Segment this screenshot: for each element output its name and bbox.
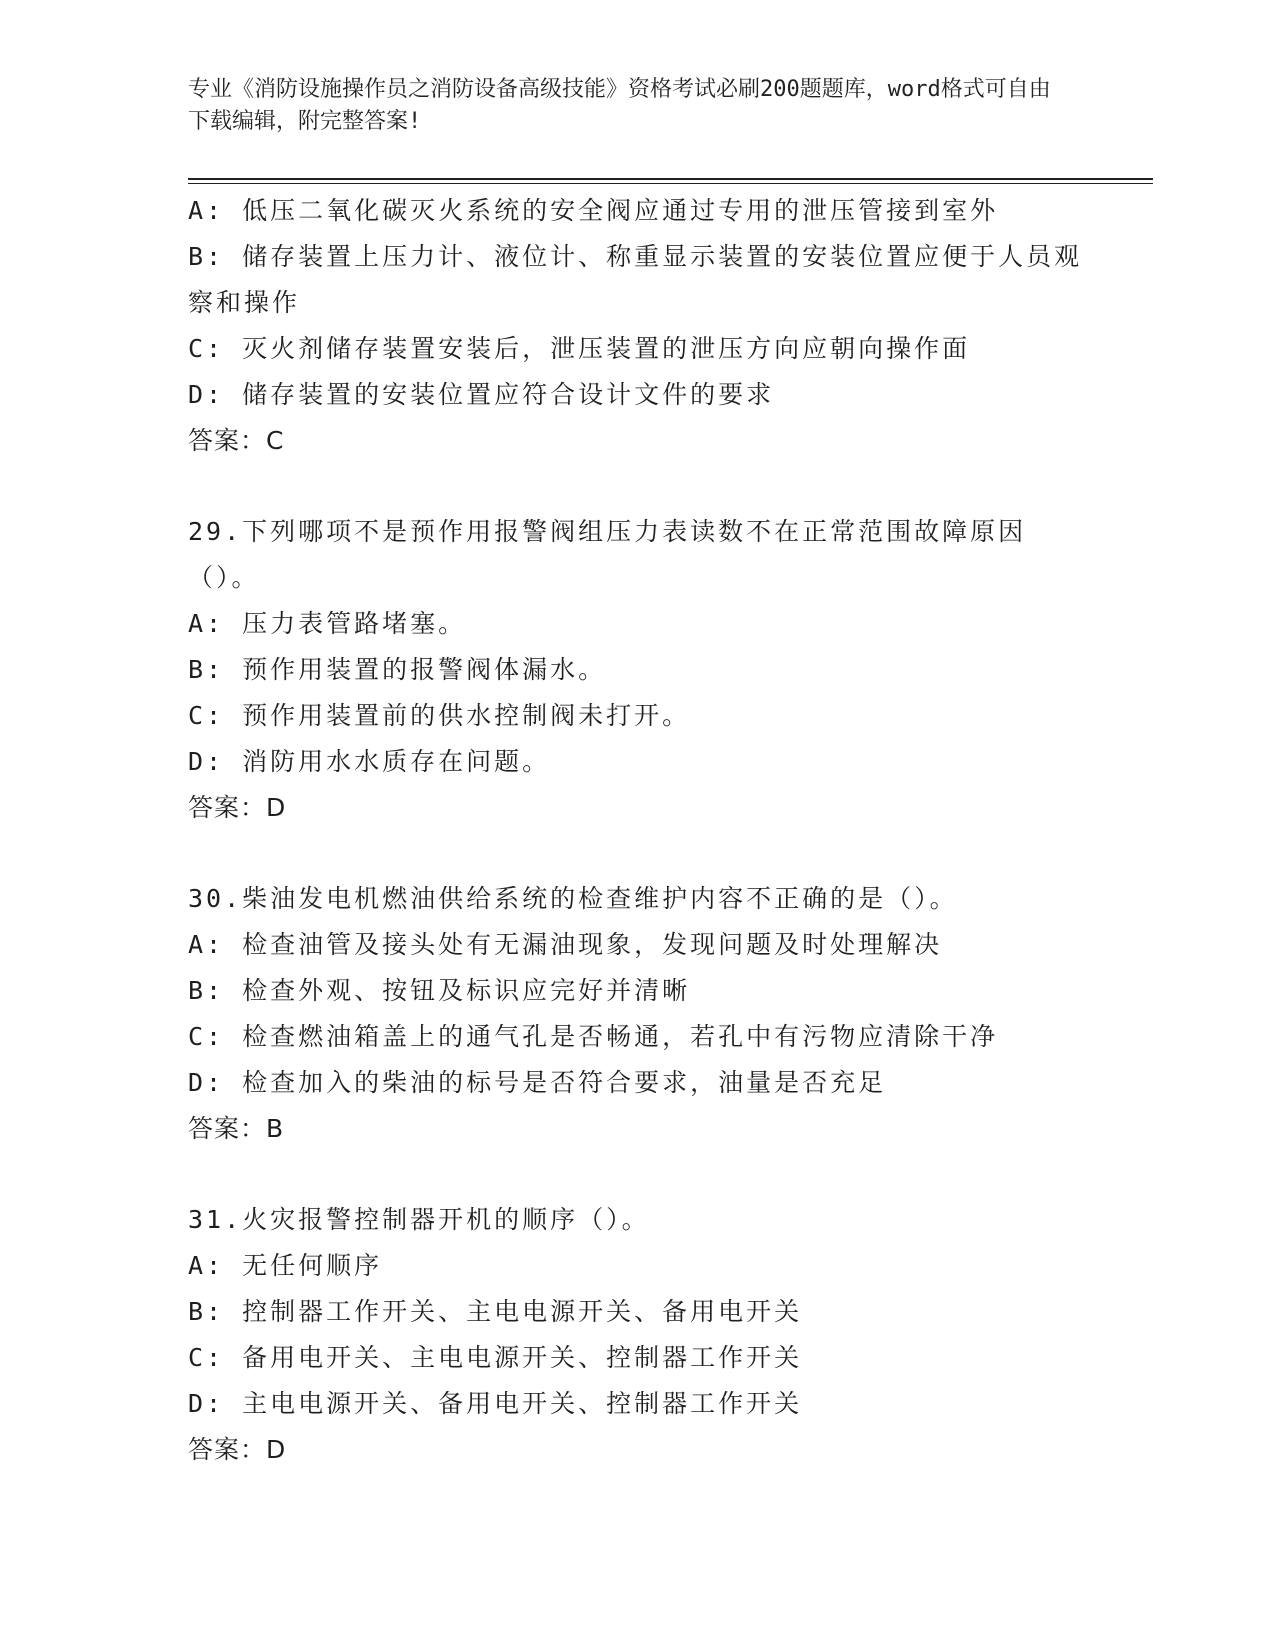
option-d: D: 主电电源开关、备用电开关、控制器工作开关 bbox=[188, 1389, 803, 1418]
option-c: C: 检查燃油箱盖上的通气孔是否畅通，若孔中有污物应清除干净 bbox=[188, 1022, 999, 1051]
header-rule-thin bbox=[188, 183, 1153, 184]
option-a: A: 低压二氧化碳灭火系统的安全阀应通过专用的泄压管接到室外 bbox=[188, 196, 999, 225]
option-b: B: 预作用装置的报警阀体漏水。 bbox=[188, 655, 607, 684]
option-c: C: 备用电开关、主电电源开关、控制器工作开关 bbox=[188, 1343, 803, 1372]
question-text: 30.柴油发电机燃油供给系统的检查维护内容不正确的是（）。 bbox=[188, 884, 958, 913]
question-30 bbox=[188, 876, 1088, 1152]
option-b: B: 储存装置上压力计、液位计、称重显示装置的安装位置应便于人员观察和操作 bbox=[188, 242, 1083, 317]
option-b: B: 控制器工作开关、主电电源开关、备用电开关 bbox=[188, 1297, 803, 1326]
spacer bbox=[188, 464, 1088, 509]
question-list bbox=[188, 188, 1088, 1473]
option-d: D: 检查加入的柴油的标号是否符合要求，油量是否充足 bbox=[188, 1068, 887, 1097]
answer: 答案：D bbox=[188, 793, 287, 822]
answer: 答案：D bbox=[188, 1435, 287, 1464]
option-d: D: 储存装置的安装位置应符合设计文件的要求 bbox=[188, 380, 775, 409]
spacer bbox=[188, 1152, 1088, 1197]
option-a: A: 无任何顺序 bbox=[188, 1251, 383, 1280]
question-31 bbox=[188, 1197, 1088, 1473]
question-text: 29.下列哪项不是预作用报警阀组压力表读数不在正常范围故障原因（）。 bbox=[188, 517, 1027, 592]
option-c: C: 灭火剂储存装置安装后，泄压装置的泄压方向应朝向操作面 bbox=[188, 334, 971, 363]
option-c: C: 预作用装置前的供水控制阀未打开。 bbox=[188, 701, 691, 730]
answer: 答案：B bbox=[188, 1114, 285, 1143]
header-rule-thick bbox=[188, 178, 1153, 180]
option-d: D: 消防用水水质存在问题。 bbox=[188, 747, 551, 776]
question-text: 31.火灾报警控制器开机的顺序（）。 bbox=[188, 1205, 650, 1234]
option-a: A: 检查油管及接头处有无漏油现象，发现问题及时处理解决 bbox=[188, 930, 943, 959]
answer: 答案：C bbox=[188, 426, 285, 455]
option-a: A: 压力表管路堵塞。 bbox=[188, 609, 467, 638]
question-29 bbox=[188, 509, 1088, 831]
option-b: B: 检查外观、按钮及标识应完好并清晰 bbox=[188, 976, 691, 1005]
spacer bbox=[188, 831, 1088, 876]
question-28 bbox=[188, 188, 1088, 464]
document-header: 专业《消防设施操作员之消防设备高级技能》资格考试必刷200题题库，word格式可自由下载编辑，附完整答案! bbox=[188, 77, 1051, 134]
